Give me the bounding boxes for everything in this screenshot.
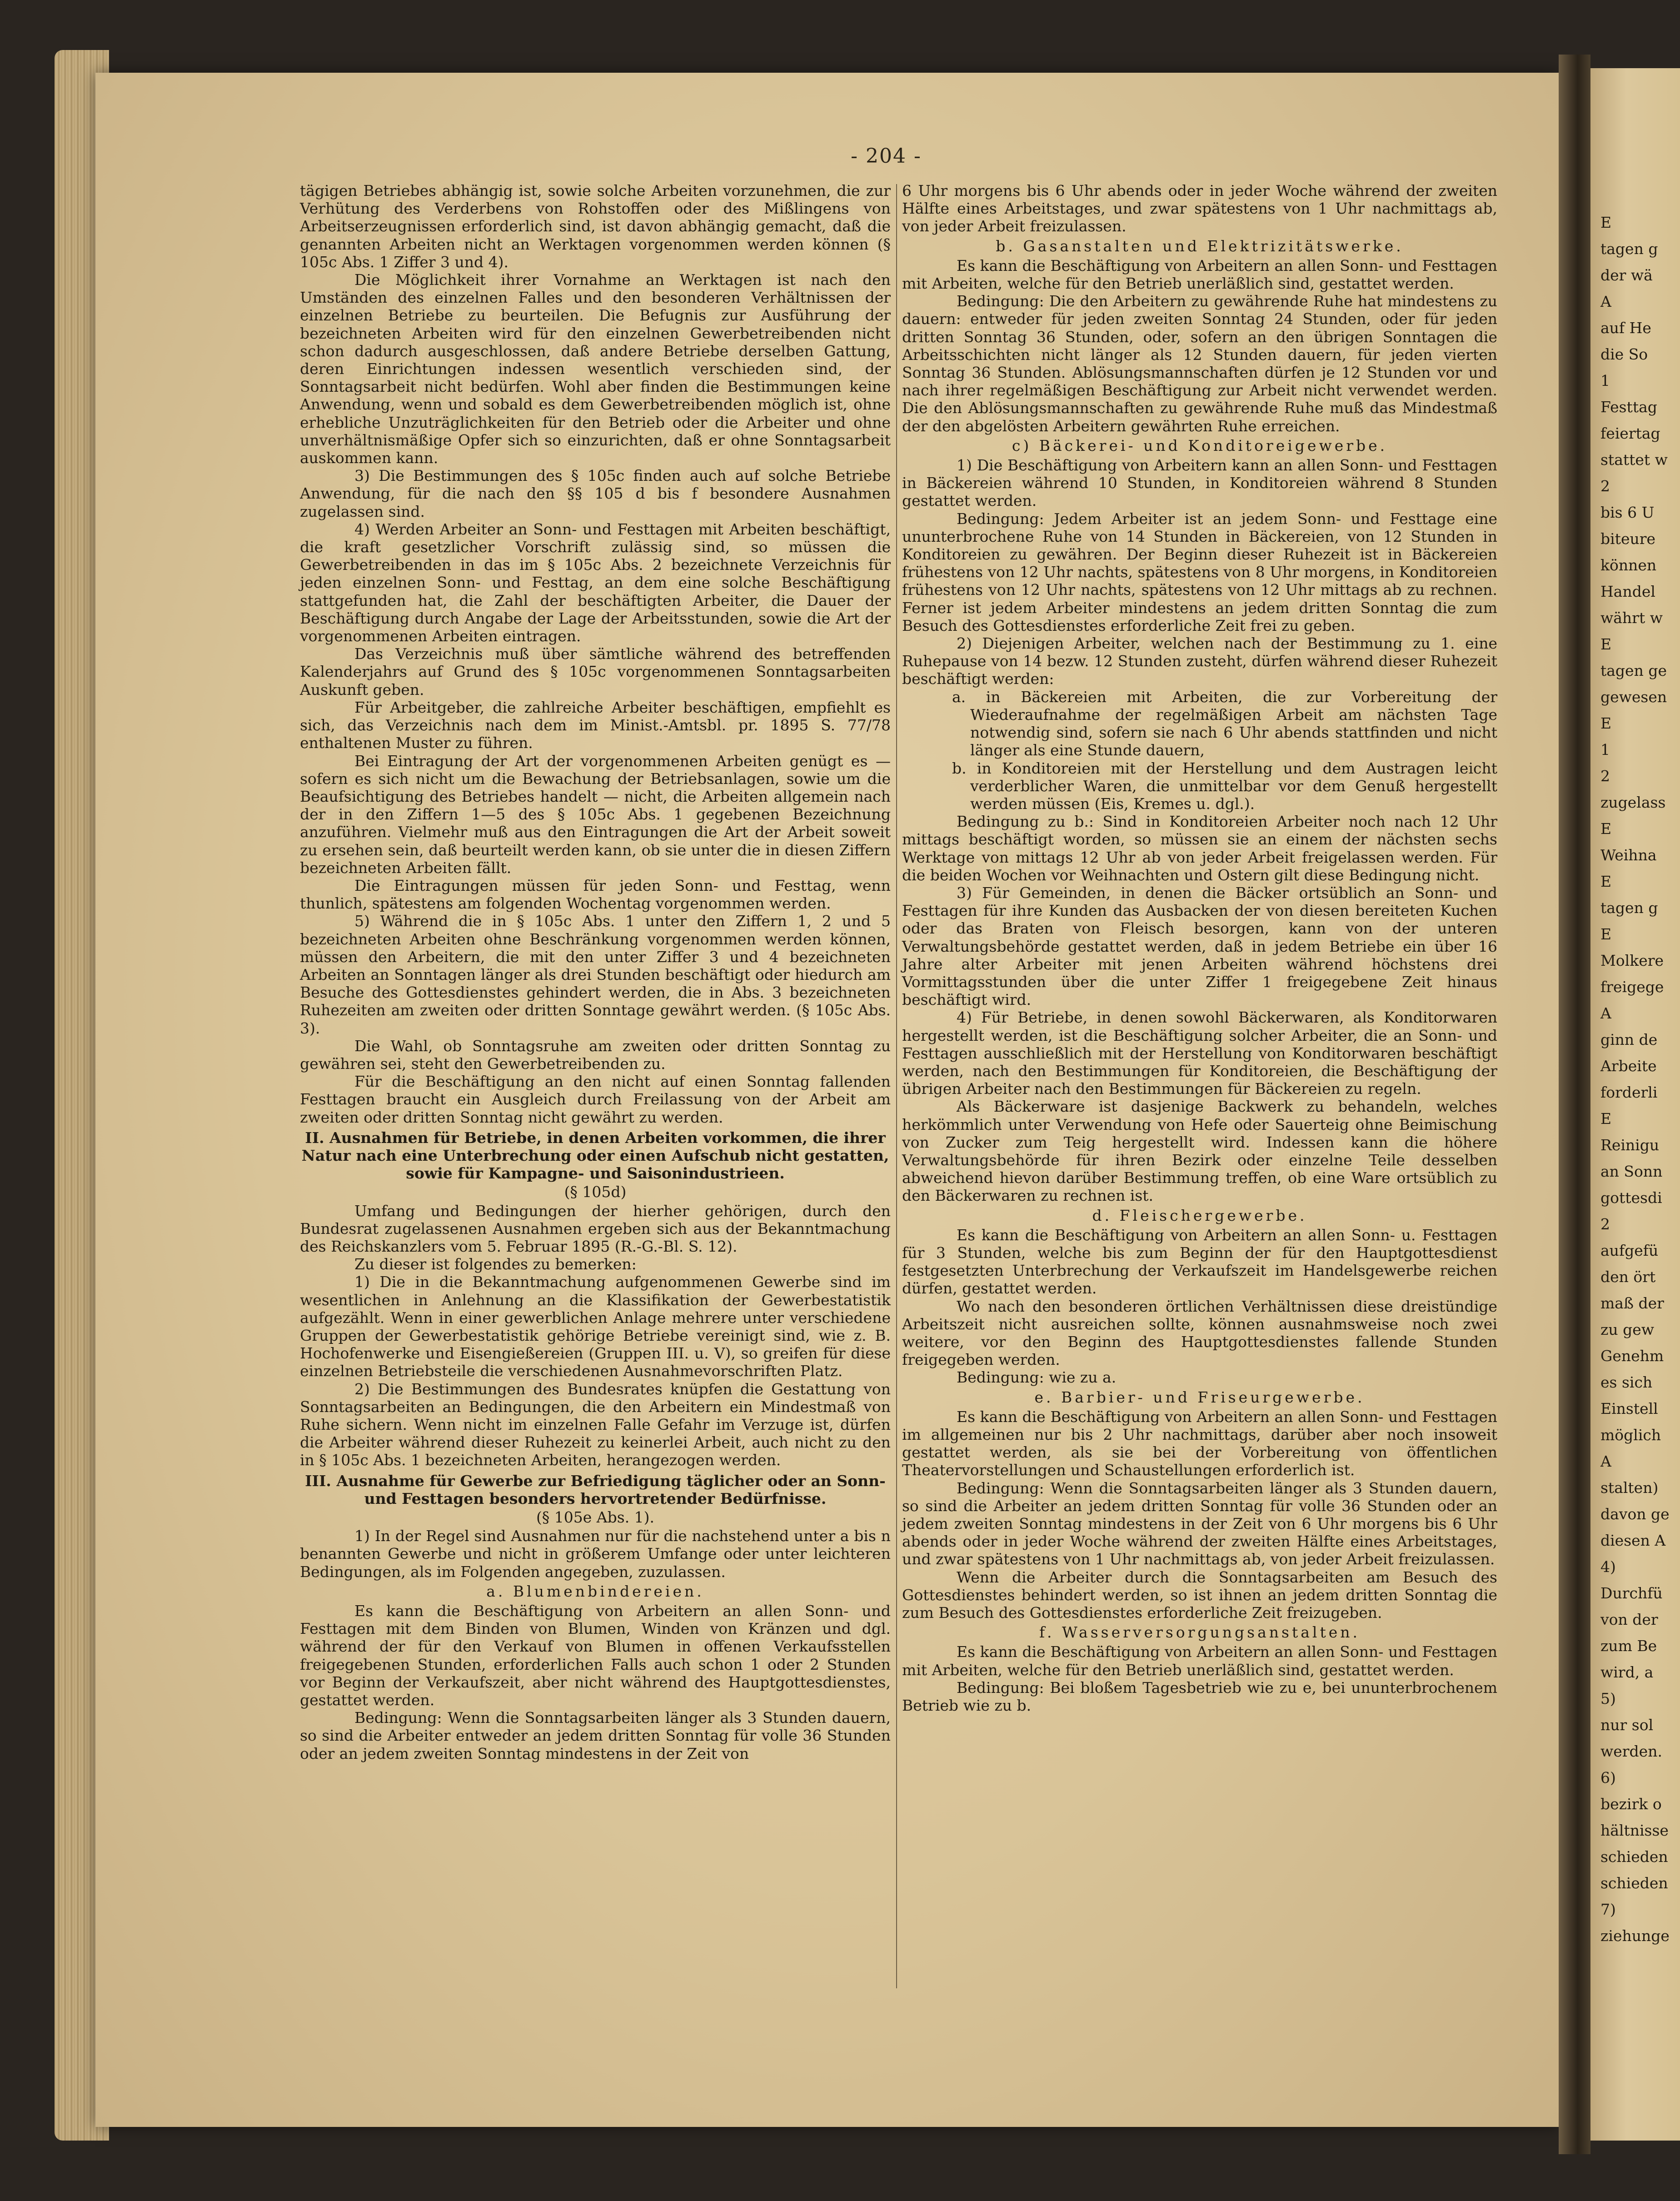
paragraph: 4) Für Betriebe, in denen sowohl Bäckerwaren, als Konditorwaren hergestellt werden, ist die Beschäftigung solcher Arbeiter, die an Sonn- und Festtagen ausschließlich mit der Herstellung von Konditorwaren beschäftigt werden, nach den Bestimmungen für Konditoreien, die Beschäftigung der übrigen Arbeiter nach den Bestimmungen für Bäckereien zu regeln.	[902, 1008, 1497, 1098]
column-divider	[896, 184, 897, 1988]
facing-page-fragment-text: Handel	[1600, 583, 1655, 600]
facing-page-fragment-text: ginn de	[1600, 1031, 1658, 1048]
facing-page-fragment-text: schieden	[1600, 1848, 1668, 1866]
facing-page-fragment-text: stalten)	[1600, 1479, 1659, 1497]
facing-page-fragment-text: wird, a	[1600, 1663, 1654, 1681]
facing-page-fragment-text: es sich	[1600, 1373, 1653, 1391]
paragraph: Es kann die Beschäftigung von Arbeitern an allen Sonn- und Festtagen mit Arbeiten, welche für den Betrieb unerläßlich sind, gestattet werden.	[902, 1643, 1497, 1679]
facing-page-fragment-text: auf He	[1600, 319, 1651, 337]
facing-page-fragment-text: Einstell	[1600, 1400, 1658, 1417]
facing-page-fragment-text: von der	[1600, 1611, 1658, 1628]
facing-page-fragment-text: Weihna	[1600, 846, 1657, 864]
facing-page-fragment-text: E	[1600, 1110, 1612, 1128]
section-heading: III. Ausnahme für Gewerbe zur Befriedigung täglicher oder an Sonn- und Festtagen besonders hervortretender Bedürfnisse.	[305, 1472, 886, 1507]
facing-page-fragment-text: gewesen	[1600, 688, 1667, 706]
paragraph: 1) Die in die Bekanntmachung aufgenommenen Gewerbe sind im wesentlichen in Anlehnung an die Klassifikation der Gewerbestatistik aufgezählt. Wenn in einer gewerblichen Anlage mehrere unter verschiedene Gruppen der Gewerbestatistik gehörige Betriebe vereinigt sind, wie z. B. Hochofenwerke und Eisengießereien (Gruppen III. u. V), so greifen für diese einzelnen Betriebsteile die verschiedenen Ausnahmevorschriften Platz.	[300, 1273, 891, 1380]
subsection-heading: e. Barbier- und Friseurgewerbe.	[1034, 1388, 1365, 1406]
facing-page-fragment-text: 6)	[1600, 1769, 1616, 1787]
facing-page-fragment-text: tagen ge	[1600, 662, 1667, 679]
facing-page-fragment-text: Arbeite	[1600, 1057, 1657, 1075]
paragraph: Die Wahl, ob Sonntagsruhe am zweiten oder dritten Sonntag zu gewähren sei, steht den Gewerbetreibenden zu.	[300, 1037, 891, 1073]
paragraph: Bedingung: Bei bloßem Tagesbetrieb wie zu e, bei ununterbrochenem Betrieb wie zu b.	[902, 1678, 1497, 1715]
facing-page-fragment-text: 1	[1600, 741, 1610, 759]
facing-page-fragment-text: währt w	[1600, 609, 1663, 627]
facing-page-fragment-text: zu gew	[1600, 1321, 1655, 1338]
facing-page-fragment-text: zum Be	[1600, 1637, 1657, 1655]
paragraph: Als Bäckerware ist dasjenige Backwerk zu behandeln, welches herkömmlich unter Verwendung von Hefe oder Sauerteig ohne Beimischung von Zucker zum Teig hergestellt wird. Indessen kann die höhere Verwaltungsbehörde für ihren Bezirk oder einzelne Teile desselben abweichend hievon darüber Bestimmung treffen, ob eine Ware ortsüblich zu den Bäckerwaren zu rechnen ist.	[902, 1098, 1497, 1205]
paragraph: Bedingung: Die den Arbeitern zu gewährende Ruhe hat mindestens zu dauern: entweder für jeden zweiten Sonntag 24 Stunden, oder für jeden dritten Sonntag 36 Stunden, oder, sofern an den übrigen Sonntagen die Arbeitsschichten nicht länger als 12 Stunden dauern, für jeden vierten Sonntag 36 Stunden. Ablösungsmannschaften dürfen je 12 Stunden vor und nach ihrer regelmäßigen Beschäftigung zur Arbeit nicht verwendet werden. Die den Ablösungsmannschaften zu gewährende Ruhe muß das Mindestmaß der den abgelösten Arbeitern gewährten Ruhe erreichen.	[902, 292, 1497, 435]
paragraph: 1) Die Beschäftigung von Arbeitern kann an allen Sonn- und Festtagen in Bäckereien während 10 Stunden, in Konditoreien während 8 Stunden gestattet werden.	[902, 456, 1497, 510]
paragraph: Das Verzeichnis muß über sämtliche während des betreffenden Kalenderjahrs auf Grund des § 105c vorgenommenen Sonntagsarbeiten Auskunft geben.	[300, 645, 891, 699]
subsection-heading: d. Fleischergewerbe.	[1092, 1206, 1307, 1224]
facing-page-fragment-text: Molkere	[1600, 952, 1664, 969]
facing-page-fragment-text: zugelass	[1600, 794, 1666, 811]
paragraph: Bedingung: Jedem Arbeiter ist an jedem Sonn- und Festtage eine ununterbrochene Ruhe von 14 Stunden in Bäckereien, von 12 Stunden in Konditoreien zu gewähren. Der Beginn dieser Ruhezeit ist in Bäckereien frühestens von 12 Uhr nachts, spätestens von 8 Uhr morgens, in Konditoreien frühestens von 12 Uhr nachts, spätestens von 12 Uhr mittags ab zu rechnen. Ferner ist jedem Arbeiter mindestens an jedem dritten Sonntag die zum Besuch des Gottesdienstes erforderliche Zeit frei zu geben.	[902, 509, 1497, 634]
paragraph: Die Möglichkeit ihrer Vornahme an Werktagen ist nach den Umständen des einzelnen Falles und den besonderen Verhältnissen der einzelnen Betriebe zu beurteilen. Die Befugnis zur Ausführung der bezeichneten Arbeiten wird für den einzelnen Gewerbetreibenden nicht schon dadurch ausgeschlossen, daß andere Betriebe derselben Gattung, deren Einrichtungen indessen wesentlich verschieden sind, der Sonntagsarbeit nicht bedürfen. Wohl aber finden die Bestimmungen keine Anwendung, wenn und sobald es dem Gewerbetreibenden möglich ist, ohne erhebliche Unzuträglichkeiten für den Betrieb oder die Arbeiter und ohne unverhältnismäßige Opfer sich so einzurichten, daß er ohne Sonntagsarbeit auskommen kann.	[300, 271, 891, 467]
section-heading: II. Ausnahmen für Betriebe, in denen Arbeiten vorkommen, die ihrer Natur nach eine Unterbrechung oder einen Aufschub nicht gestatten, sowie für Kampagne- und Saisonindustrieen.	[301, 1128, 889, 1183]
facing-page-fragment-text: A	[1600, 1452, 1611, 1470]
facing-page-fragment	[1590, 68, 1680, 2141]
facing-page-fragment-text: E	[1600, 873, 1612, 890]
facing-page-fragment-text: schieden	[1600, 1874, 1668, 1892]
paragraph: Die Eintragungen müssen für jeden Sonn- und Festtag, wenn thunlich, spätestens am folgenden Wochentag vorgenommen werden.	[300, 876, 891, 913]
paragraph: 2) Diejenigen Arbeiter, welchen nach der Bestimmung zu 1. eine Ruhepause von 14 bezw. 12 Stunden zusteht, dürfen während dieser Ruhezeit beschäftigt werden:	[902, 634, 1497, 688]
facing-page-fragment-text: bis 6 U	[1600, 504, 1655, 521]
facing-page-fragment-text: stattet w	[1600, 451, 1668, 469]
paragraph: Es kann die Beschäftigung von Arbeitern an allen Sonn- und Festtagen im allgemeinen nur bis 2 Uhr nachmittags, darüber aber noch insoweit gestattet werden, als sie bei der Vorbereitung von öffentlichen Theatervorstellungen und Schaustellungen erforderlich ist.	[902, 1407, 1497, 1479]
facing-page-fragment-text: A	[1600, 1004, 1611, 1022]
facing-page-fragment-text: die So	[1600, 345, 1648, 363]
paragraph: Es kann die Beschäftigung von Arbeitern an allen Sonn- und Festtagen mit Arbeiten, welche für den Betrieb unerläßlich sind, gestattet werden.	[902, 256, 1497, 293]
facing-page-fragment-text: davon ge	[1600, 1505, 1670, 1523]
facing-page-fragment-text: maß der	[1600, 1294, 1664, 1312]
subsection-heading: c) Bäckerei- und Konditoreigewerbe.	[1012, 436, 1388, 454]
facing-page-fragment-text: 4)	[1600, 1558, 1616, 1576]
paragraph: Bei Eintragung der Art der vorgenommenen Arbeiten genügt es — sofern es sich nicht um die Bewachung der Betriebsanlagen, sowie um die Beaufsichtigung des Betriebes handelt — nicht, die Arbeiten allgemein nach der in den Ziffern 1—5 des § 105c Abs. 1 gegebenen Bezeichnung anzuführen. Vielmehr muß aus den Eintragungen die Art der Arbeit soweit zu ersehen sein, daß beurteilt werden kann, ob sie unter die in diesen Ziffern bezeichneten Arbeiten fällt.	[300, 752, 891, 877]
paragraph: tägigen Betriebes abhängig ist, sowie solche Arbeiten vorzunehmen, die zur Verhütung des Verderbens von Rohstoffen oder des Mißlingens von Arbeitserzeugnissen erforderlich sind, ist davon abhängig gemacht, daß die genannten Arbeiten nicht an Werktagen vorgenommen werden können (§ 105c Abs. 1 Ziffer 3 und 4).	[300, 182, 891, 271]
subsection-heading: b. Gasanstalten und Elektrizitätswerke.	[996, 237, 1404, 255]
facing-page-fragment-text: aufgefü	[1600, 1242, 1659, 1259]
facing-page-fragment-text: hältnisse	[1600, 1822, 1669, 1839]
paragraph: Wenn die Arbeiter durch die Sonntagsarbeiten am Besuch des Gottesdienstes behindert werden, so ist ihnen an jedem dritten Sonntag die zum Besuch des Gottesdienstes erforderliche Zeit freizugeben.	[902, 1568, 1497, 1622]
facing-page-fragment-text: feiertag	[1600, 424, 1660, 442]
facing-page-fragment-text: E	[1600, 214, 1612, 231]
facing-page-fragment-text: bezirk o	[1600, 1795, 1662, 1813]
facing-page-fragment-text: gottesdi	[1600, 1189, 1662, 1207]
paragraph: 5) Während die in § 105c Abs. 1 unter den Ziffern 1, 2 und 5 bezeichneten Arbeiten ohne Beschränkung vorgenommen werden können, müssen den Arbeitern, die mit den unter Ziffer 3 und 4 bezeichneten Arbeiten an Sonntagen länger als drei Stunden beschäftigt oder hiedurch am Besuche des Gottesdienstes gehindert werden, die in Abs. 3 bezeichneten Ruhezeiten am zweiten oder dritten Sonntage gewährt werden. (§ 105c Abs. 3).	[300, 912, 891, 1037]
facing-page-fragment-text: diesen A	[1600, 1532, 1666, 1549]
paragraph: Umfang und Bedingungen der hierher gehörigen, durch den Bundesrat zugelassenen Ausnahmen ergeben sich aus der Bekanntmachung des Reichskanzlers vom 5. Februar 1895 (R.-G.-Bl. S. 12).	[300, 1202, 891, 1255]
facing-page-fragment-text: nur sol	[1600, 1716, 1654, 1734]
section-reference: (§ 105d)	[564, 1183, 627, 1201]
facing-page-fragment-text: 5)	[1600, 1690, 1616, 1707]
paragraph: Zu dieser ist folgendes zu bemerken:	[354, 1255, 637, 1273]
paragraph: Bedingung: Wenn die Sonntagsarbeiten länger als 3 Stunden dauern, so sind die Arbeiter entweder an jedem dritten Sonntag für volle 36 Stunden oder an jedem zweiten Sonntag mindestens in der Zeit von	[300, 1709, 891, 1762]
facing-page-fragment-text: an Sonn	[1600, 1163, 1663, 1180]
paragraph: Bedingung: wie zu a.	[957, 1368, 1117, 1387]
right-column	[902, 182, 1497, 1714]
paragraph: Wo nach den besonderen örtlichen Verhältnissen diese dreistündige Arbeitszeit nicht ausreichen sollte, können ausnahmsweise noch zwei weitere, vor den Beginn des Hauptgottesdienstes fallende Stunden freigegeben werden.	[902, 1297, 1497, 1369]
facing-page-fragment-text: E	[1600, 925, 1612, 943]
paragraph: 6 Uhr morgens bis 6 Uhr abends oder in jeder Woche während der zweiten Hälfte eines Arbeitstages, und zwar spätestens von 1 Uhr nachmittags ab, von jeder Arbeit freizulassen.	[902, 182, 1497, 235]
list-item: a. in Bäckereien mit Arbeiten, die zur Vorbereitung der Wiederaufnahme der regelmäßigen Arbeit am nächsten Tage notwendig sind, sofern sie nach 6 Uhr abends stattfinden und nicht länger als eine Stunde dauern,	[952, 688, 1497, 759]
facing-page-fragment-text: E	[1600, 635, 1612, 653]
facing-page-fragment-text: biteure	[1600, 530, 1656, 548]
paragraph: Es kann die Beschäftigung von Arbeitern an allen Sonn- und Festtagen mit dem Binden von Blumen, Winden von Kränzen und dgl. während der für den Verkauf von Blumen in offenen Verkaufsstellen freigegebenen Stunden, erforderlichen Falls auch schon 1 oder 2 Stunden vor Beginn der Verkaufszeit, aber nicht während des Hauptgottesdienstes, gestattet werden.	[300, 1602, 891, 1709]
facing-page-fragment-text: 2	[1600, 767, 1610, 785]
section-reference: (§ 105e Abs. 1).	[536, 1508, 655, 1527]
paragraph: 4) Werden Arbeiter an Sonn- und Festtagen mit Arbeiten beschäftigt, die kraft gesetzlicher Vorschrift zulässig sind, so müssen die Gewerbetreibenden in das im § 105c Abs. 2 bezeichnete Verzeichnis für jeden einzelnen Sonn- und Festtag, an dem eine solche Beschäftigung stattgefunden hat, die Zahl der beschäftigten Arbeiter, die Dauer der Beschäftigung durch Angabe der Lage der Arbeitsstunden, sowie die Art der vorgenommenen Arbeiten eintragen.	[300, 520, 891, 645]
facing-page-fragment-text: 2	[1600, 1215, 1610, 1233]
paragraph: 1) In der Regel sind Ausnahmen nur für die nachstehend unter a bis n benannten Gewerbe und nicht in größerem Umfange oder unter leichteren Bedingungen, als im Folgenden angegeben, zuzulassen.	[300, 1527, 891, 1581]
facing-page-fragment-text: der wä	[1600, 266, 1653, 284]
facing-page-fragment-text: Durchfü	[1600, 1584, 1663, 1602]
subsection-heading: f. Wasserversorgungsanstalten.	[1039, 1623, 1361, 1642]
facing-page-fragment-text: E	[1600, 820, 1612, 838]
facing-page-fragment-text: Genehm	[1600, 1347, 1664, 1365]
facing-page-fragment-text: Festtag	[1600, 398, 1657, 416]
paragraph: 3) Die Bestimmungen des § 105c finden auch auf solche Betriebe Anwendung, für die nach den §§ 105 d bis f besondere Ausnahmen zugelassen sind.	[300, 467, 891, 520]
facing-page-fragment-text: Reinigu	[1600, 1136, 1660, 1154]
paragraph: Für die Beschäftigung an den nicht auf einen Sonntag fallenden Festtagen braucht ein Ausgleich durch Freilassung von der Arbeit am zweiten oder dritten Sonntag nicht gewährt zu werden.	[300, 1073, 891, 1126]
paragraph: Für Arbeitgeber, die zahlreiche Arbeiter beschäftigen, empfiehlt es sich, das Verzeichnis nach dem im Minist.-Amtsbl. pr. 1895 S. 77/78 enthaltenen Muster zu führen.	[300, 698, 891, 752]
paragraph: Bedingung: Wenn die Sonntagsarbeiten länger als 3 Stunden dauern, so sind die Arbeiter an jedem dritten Sonntag für volle 36 Stunden oder an jedem zweiten Sonntag mindestens in der Zeit von 6 Uhr morgens bis 6 Uhr abends oder in jeder Woche während der zweiten Hälfte eines Arbeitstages, und zwar spätestens von 1 Uhr nachmittags ab, von jeder Arbeit freizulassen.	[902, 1479, 1497, 1568]
page-number: - 204 -	[851, 145, 922, 168]
book-gutter	[1559, 55, 1590, 2154]
facing-page-fragment-text: forderli	[1600, 1083, 1658, 1101]
facing-page-fragment-text: ziehunge	[1600, 1927, 1670, 1945]
facing-page-fragment-text: 7)	[1600, 1901, 1616, 1918]
facing-page-fragment-text: A	[1600, 293, 1611, 310]
left-column	[300, 182, 891, 1762]
facing-page-fragment-text: möglich	[1600, 1426, 1661, 1444]
paragraph: Bedingung zu b.: Sind in Konditoreien Arbeiter noch nach 12 Uhr mittags beschäftigt worden, so müssen sie an einem der nächsten sechs Werktage von mittags 12 Uhr ab von jeder Arbeit freigelassen werden. Für die beiden Wochen vor Weihnachten und Ostern gilt diese Bedingung nicht.	[902, 813, 1497, 884]
facing-page-fragment-text: E	[1600, 714, 1612, 732]
subsection-heading: a. Blumenbindereien.	[486, 1582, 704, 1600]
paragraph: 2) Die Bestimmungen des Bundesrates knüpfen die Gestattung von Sonntagsarbeiten an Bedingungen, die den Arbeitern ein Mindestmaß von Ruhe sichern. Wenn nicht im einzelnen Falle Gefahr im Verzuge ist, dürfen die Arbeiter während dieser Ruhezeit zu keinerlei Arbeit, auch nicht zu den in § 105c Abs. 1 bezeichneten Arbeiten, herangezogen werden.	[300, 1380, 891, 1469]
paragraph: Es kann die Beschäftigung von Arbeitern an allen Sonn- u. Festtagen für 3 Stunden, welche bis zum Beginn der für den Hauptgottesdienst festgesetzten Unterbrechung der Verkaufszeit im Handelsgewerbe reichen dürfen, gestattet werden.	[902, 1226, 1497, 1298]
facing-page-fragment-text: 1	[1600, 372, 1610, 389]
facing-page-fragment-text: tagen g	[1600, 240, 1658, 258]
list-item: b. in Konditoreien mit der Herstellung und dem Austragen leicht verderblicher Waren, die unmittelbar vor dem Genuß hergestellt werden müssen (Eis, Kremes u. dgl.).	[952, 759, 1497, 813]
facing-page-fragment-text: werden.	[1600, 1742, 1662, 1760]
facing-page-fragment-text: tagen g	[1600, 899, 1658, 917]
paragraph: 3) Für Gemeinden, in denen die Bäcker ortsüblich an Sonn- und Festtagen für ihre Kunden das Ausbacken der von diesen bereiteten Kuchen oder das Braten von Fleisch besorgen, kann von der unteren Verwaltungsbehörde gestattet werden, daß in jedem Betriebe ein über 16 Jahre alter Arbeiter mit jenen Arbeiten während höchstens drei Vormittagsstunden über die unter Ziffer 1 freigegebene Zeit hinaus beschäftigt wird.	[902, 883, 1497, 1009]
facing-page-fragment-text: den ört	[1600, 1268, 1656, 1286]
facing-page-fragment-text: 2	[1600, 477, 1610, 495]
facing-page-fragment-text: können	[1600, 556, 1657, 574]
facing-page-fragment-text: freigege	[1600, 978, 1664, 996]
